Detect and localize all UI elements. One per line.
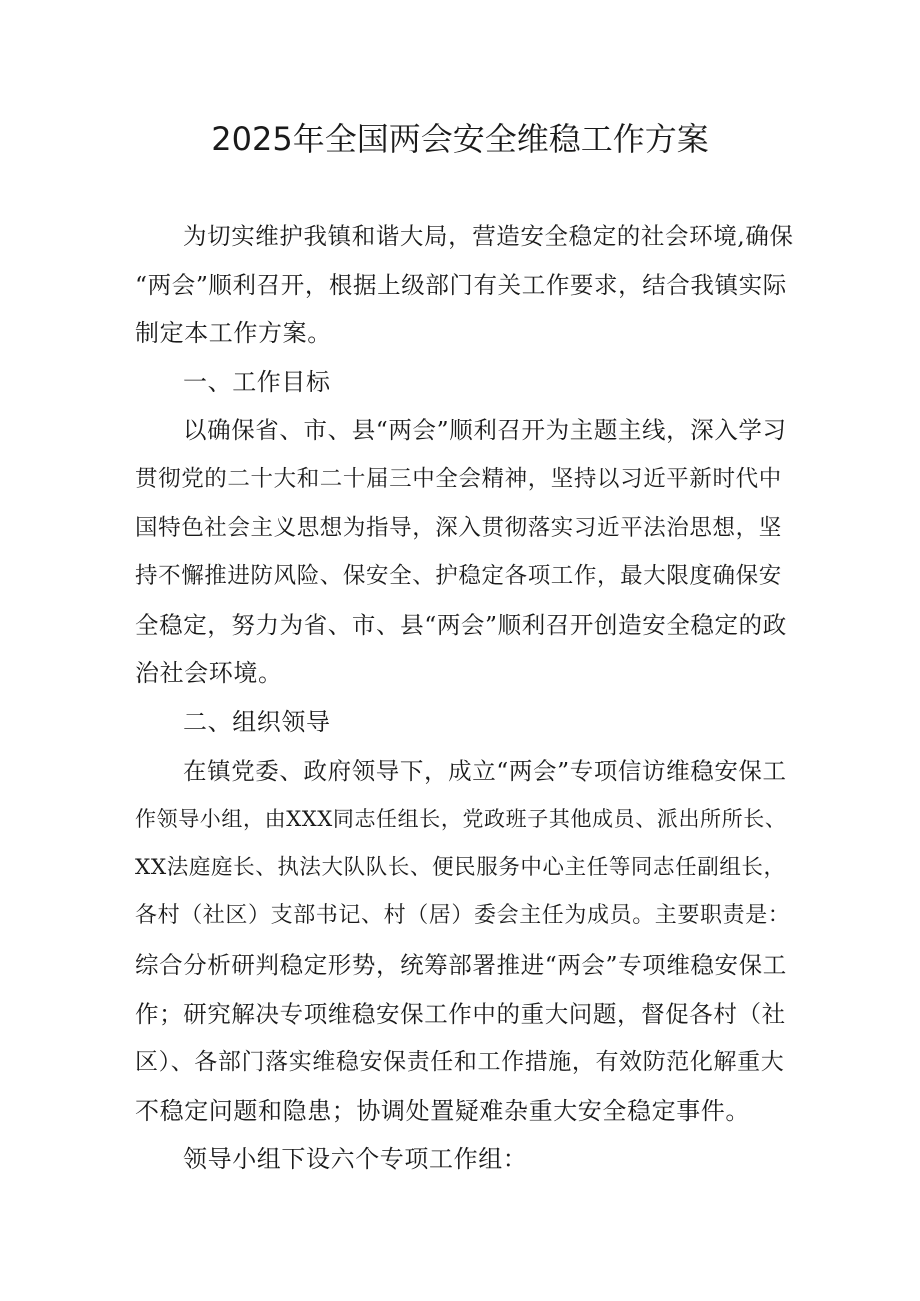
text-line: 在镇党委、政府领导下，成立“两会”专项信访维稳安保工 xyxy=(183,756,787,785)
text-line: 持不懈推进防风险、保安全、护稳定各项工作，最大限度确保安 xyxy=(135,563,782,590)
text-line: 作；研究解决专项维稳安保工作中的重大问题，督促各村（社 xyxy=(135,999,786,1028)
text-line: 制定本工作方案。 xyxy=(135,319,332,348)
text-line: XX法庭庭长、执法大队队长、便民服务中心主任等同志任副组长， xyxy=(135,854,786,880)
text-line: 全稳定，努力为省、市、县“两会”顺利召开创造安全稳定的政 xyxy=(135,610,787,639)
document-body xyxy=(135,212,795,1184)
text-line: 综合分析研判稳定形势，统筹部署推进“两会”专项维稳安保工 xyxy=(135,950,787,979)
text-line: 国特色社会主义思想为指导，深入贯彻落实习近平法治思想，坚 xyxy=(135,514,782,541)
text-line: 治社会环境。 xyxy=(135,659,283,688)
text-line: 为切实维护我镇和谐大局，营造安全稳定的社会环境,确保 xyxy=(183,222,794,250)
text-line: 一、工作目标 xyxy=(183,367,331,396)
text-line: 各村（社区）支部书记、村（居）委会主任为成员。主要职责是： xyxy=(135,903,791,929)
text-line: 不稳定问题和隐患；协调处置疑难杂重大安全稳定事件。 xyxy=(135,1096,750,1125)
text-line: 以确保省、市、县“两会”顺利召开为主题主线，深入学习 xyxy=(183,416,787,445)
text-line: 贯彻党的二十大和二十届三中全会精神，坚持以习近平新时代中 xyxy=(135,465,782,492)
text-line: 区）、各部门落实维稳安保责任和工作措施，有效防范化解重大 xyxy=(135,1049,785,1076)
text-line: 领导小组下设六个专项工作组： xyxy=(183,1145,528,1174)
text-line: “两会”顺利召开，根据上级部门有关工作要求，结合我镇实际 xyxy=(135,270,787,299)
text-line: 作领导小组，由XXX同志任组长，党政班子其他成员、派出所所长、 xyxy=(135,807,787,832)
document-title: 2025年全国两会安全维稳工作方案 xyxy=(211,120,709,158)
text-line: 二、组织领导 xyxy=(183,707,331,736)
